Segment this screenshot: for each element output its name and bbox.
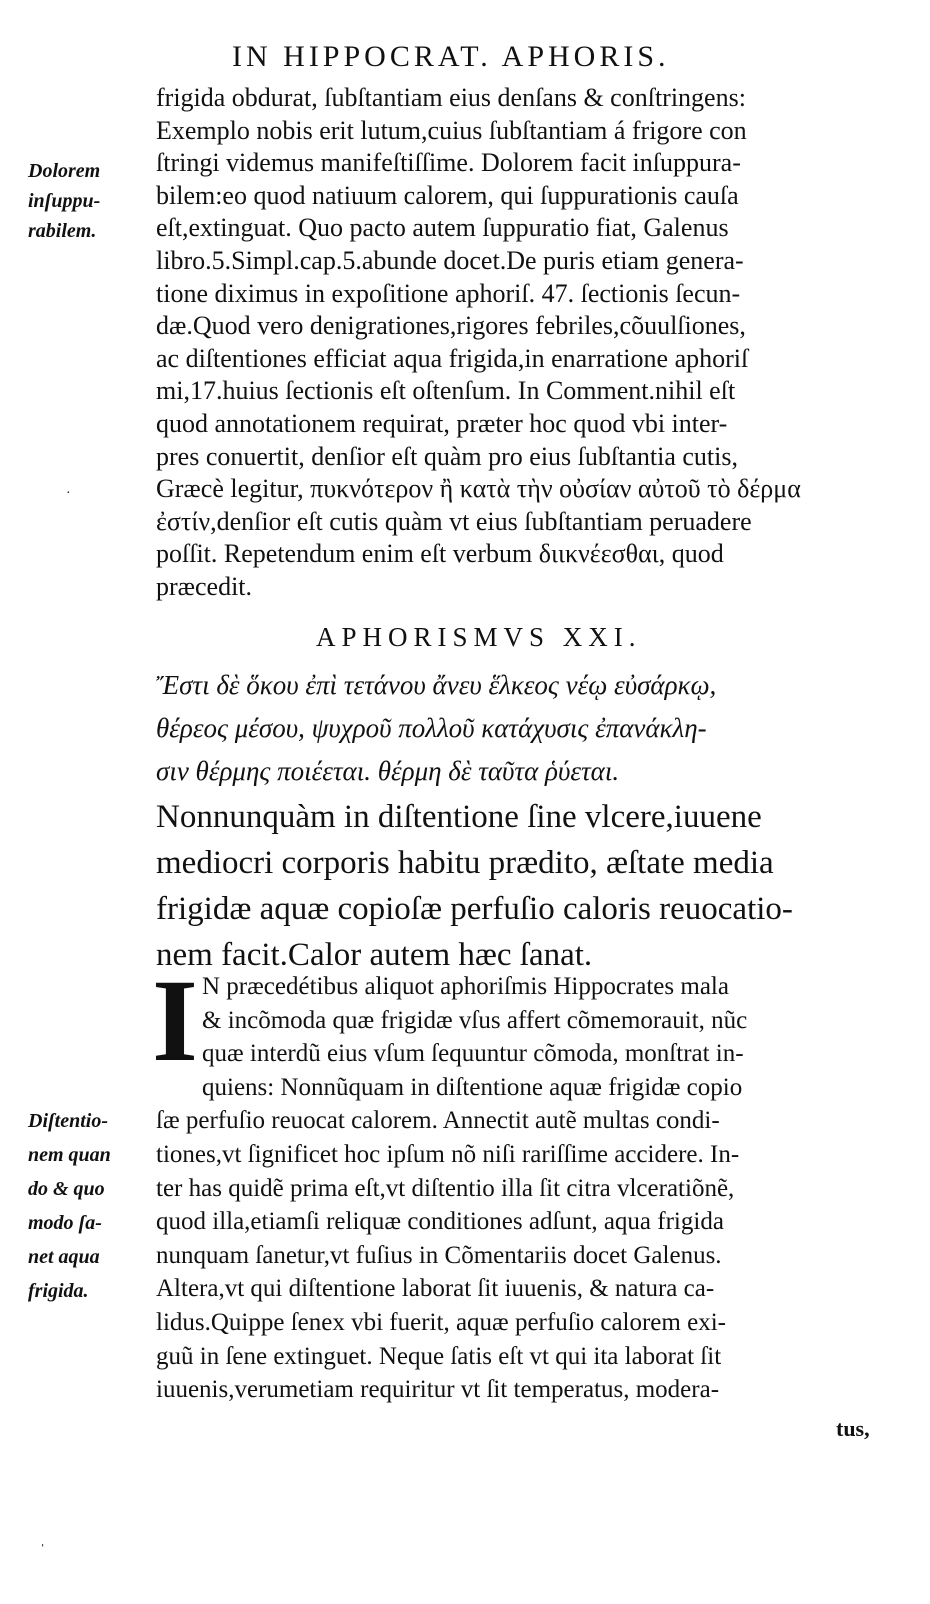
text-line: eſt,extinguat. Quo pacto autem ſuppuratio fiat, Galenus [156,213,729,243]
commentary-line: quiens: Nonnũquam in diſtentione aquæ frigidæ copio [202,1073,743,1101]
commentary-line: ſæ perfuſio reuocat calorem. Annectit autẽ multas condi- [156,1107,720,1135]
text-line: mi,17.huius ſectionis eſt oſtenſum. In Comment.nihil eſt [156,376,736,406]
margin-note-dolorem [28,156,148,246]
commentary-line: Altera,vt qui diſtentione laborat ſit iuuenis, & natura ca- [156,1275,715,1303]
margin-note-line: Diſtentio- [28,1110,108,1132]
commentary-block [156,970,882,1407]
greek-line: σιν θέρμης ποιέεται. θέρμη δὲ ταῦτα ῥύεται. [156,756,620,786]
commentary-line: quæ interdũ eius vſum ſequuntur cõmoda, monſtrat in- [202,1040,744,1068]
running-head: IN HIPPOCRAT. APHORIS. [232,40,670,73]
text-line: poſſit. Repetendum enim eſt verbum διικνέεσθαι, quod [156,539,724,569]
commentary-line: iuuenis,verumetiam requiritur vt ſit temperatus, modera- [156,1376,720,1404]
commentary-line: guũ in ſene extinguet. Neque ſatis eſt vt qui ita laborat ſit [156,1342,722,1370]
text-line: bilem:eo quod natiuum calorem, qui ſuppurationis cauſa [156,180,739,210]
latin-line: nem facit.Calor autem hæc ſanat. [156,937,593,973]
commentary-line: & incõmoda quæ frigidæ vſus affert cõmemorauit, nũc [202,1006,748,1034]
text-line: pres conuertit, denſior eſt quàm pro eius ſubſtantia cutis, [156,441,738,471]
catchword: tus, [836,1416,870,1441]
text-line: dæ.Quod vero denigrationes,rigores febriles,cõuulſiones, [156,311,746,341]
latin-line: frigidæ aquæ copioſæ perfuſio caloris reuocatio- [156,891,793,927]
text-line: Græcè legitur, πυκνότερον ἢ κατὰ τὴν οὐσίαν αὐτοῦ τὸ δέρμα [156,474,801,504]
top-text-block [156,82,882,604]
margin-note-line: rabilem. [28,220,97,242]
commentary-line: quod illa,etiamſi reliquæ conditiones adſunt, aqua frigida [156,1208,724,1236]
greek-line: θέρεος μέσου, ψυχροῦ πολλοῦ κατάχυσις ἐπανάκλη- [156,713,707,743]
text-line: ac diſtentiones efficiat aqua frigida,in enarratione aphoriſ [156,343,749,373]
text-line: tione diximus in expoſitione aphoriſ. 47. ſectionis ſecun- [156,278,741,308]
text-line: ſtringi videmus manifeſtiſſime. Dolorem facit inſuppura- [156,148,741,178]
latin-translation [156,794,882,978]
margin-note-line: nem quan [28,1144,111,1166]
text-line: Exemplo nobis erit lutum,cuius ſubſtantiam á frigore con [156,115,747,145]
commentary-line: lidus.Quippe ſenex vbi fuerit, aquæ perfuſio calorem exi- [156,1308,726,1336]
margin-note-line: do & quo [28,1178,105,1200]
greek-line: Ἔστι δὲ ὅκου ἐπὶ τετάνου ἄνευ ἕλκεος νέῳ εὐσάρκῳ, [156,670,717,700]
text-line: præcedit. [156,571,253,601]
latin-line: Nonnunquàm in diſtentione ſine vlcere,iuuene [156,799,762,835]
stray-mark: ˌ [40,1530,46,1547]
stray-mark: · [66,486,71,501]
margin-note-line: frigida. [28,1280,89,1302]
text-line: quod annotationem requirat, præter hoc quod vbi inter- [156,408,728,438]
commentary-line: ter has quidẽ prima eſt,vt diſtentio illa ſit citra vlceratiõnẽ, [156,1174,735,1202]
commentary-line: N præcedétibus aliquot aphoriſmis Hippocrates mala [202,973,729,1000]
drop-cap: I [152,955,198,1086]
margin-note-line: net aqua [28,1246,100,1268]
margin-note-line: modo ſa- [28,1212,102,1234]
greek-aphorism [156,664,882,793]
margin-note-distentionem [28,1104,148,1308]
latin-line: mediocri corporis habitu prædito, æſtate media [156,845,774,881]
aphorism-heading: APHORISMVS XXI. [316,622,642,652]
margin-note-line: Dolorem [28,160,101,182]
text-line: libro.5.Simpl.cap.5.abunde docet.De puris etiam genera- [156,245,744,275]
text-line: ἐστίν,denſior eſt cutis quàm vt eius ſubſtantiam peruadere [156,506,752,536]
commentary-line: tiones,vt ſignificet hoc ipſum nõ niſi rariſſime accidere. In- [156,1140,740,1168]
margin-note-line: inſuppu- [28,190,101,212]
commentary-line: nunquam ſanetur,vt fuſius in Cõmentariis docet Galenus. [156,1241,722,1269]
text-line: frigida obdurat, ſubſtantiam eius denſans & conſtringens: [156,83,746,112]
